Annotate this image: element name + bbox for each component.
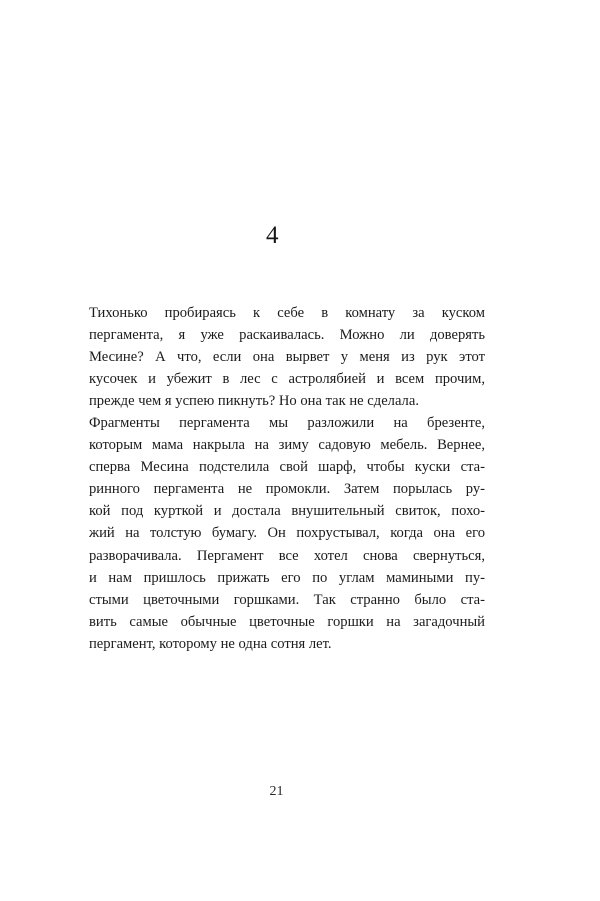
text-line: Месине? А что, если она вырвет у меня из рук этот [89,349,485,366]
text-line: жий на толстую бумагу. Он похрустывал, когда она его [89,525,485,542]
page-number: 21 [269,784,284,799]
text-line: кой под курткой и достала внушительный свиток, похо- [89,503,485,520]
text-line: пергамент, которому не одна сотня лет. [89,635,332,652]
text-line: ринного пергамента не промокли. Затем порылась ру- [89,481,485,498]
text-line: и нам пришлось прижать его по углам мамиными пу- [89,569,485,586]
text-line: разворачивала. Пергамент все хотел снова свернуться, [89,547,485,564]
body-text-column [68,302,485,655]
text-line: которым мама накрыла на зиму садовую мебель. Вернее, [89,437,485,454]
text-line: стыми цветочными горшками. Так странно было ста- [89,591,485,608]
text-line: кусочек и убежит в лес с астролябией и всем прочим, [89,371,485,388]
text-line: прежде чем я успею пикнуть? Но она так не сделала. [89,393,419,410]
text-line: Тихонько пробираясь к себе в комнату за куском [89,305,485,321]
text-line: пергамента, я уже раскаивалась. Можно ли доверять [89,327,485,344]
text-line: сперва Месина подстелила свой шарф, чтобы куски ста- [89,459,485,476]
text-line: Фрагменты пергамента мы разложили на брезенте, [89,415,485,432]
paragraph-2 [68,412,485,655]
paragraph-1 [68,302,485,412]
chapter-number: 4 [266,222,279,249]
text-line: вить самые обычные цветочные горшки на загадочный [89,613,485,630]
